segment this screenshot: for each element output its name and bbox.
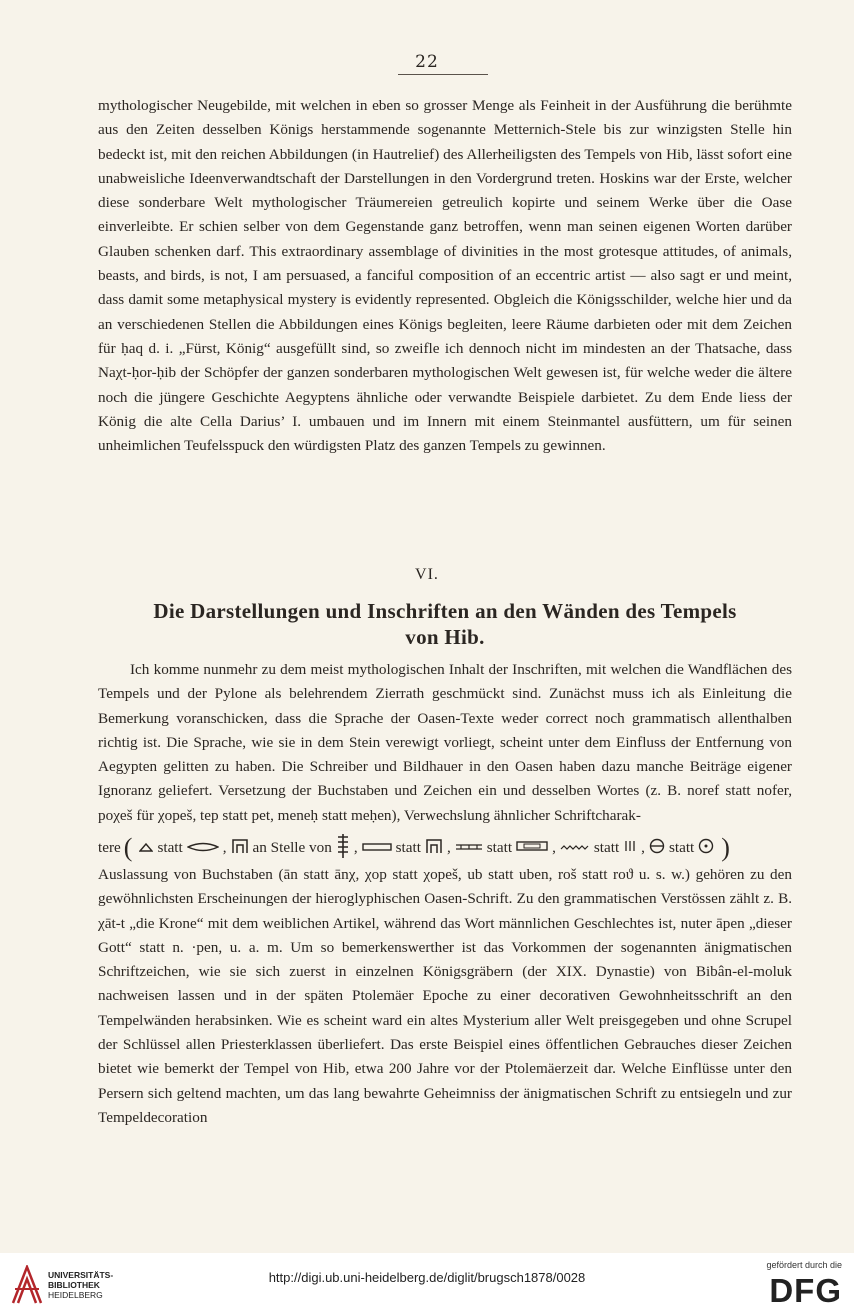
paragraph-1: mythologischer Neugebilde, mit welchen in eben so grosser Menge als Feinheit in der Ausführung die berühmte aus den Zeiten desselben Königs herstammende sogenannte Metternich-Stele bis zur winzigsten Stelle hin bedeckt ist, mit den reichen Abbildungen (in Hautrelief) des Allerheiligsten des Tempels von Hib, lässt sofort eine unabweisliche Ideenverwandtschaft der Darstellungen in den Vordergrund treten. Hoskins war der Erste, welcher diese sonderbare Welt mythologischer Träumereien getreulich kopirte und seinem Werke über die Oase einverleibte. Er schien selber von dem Gegenstande ganz betroffen, wenn man seinen eigenen Worten darüber Glauben schenken darf. This extraordinary assemblage of divinities in the most grotesque attitudes, of animals, beasts, and birds, is not, I am persuased, a fanciful composition of an eccentric artist — also sagt er und meint, dass damit some metaphysical mystery is evidently represented. Obgleich die Königsschilder, welche hier und da an verschiedenen Stellen die Abbildungen eines Königs begleiten, leere Räume darbieten oder mit dem Zeichen für ḥaq d. i. „Fürst, König“ ausgefüllt sind, so zweifle ich dennoch nicht im mindesten an der Thatsache, dass Naχt-ḥor-ḥib der Schöpfer der ganzen sonderbaren mythologischen Welt gewesen ist, für welche weder die ältere noch die jüngere Geschichte Aegyptens ähnliche oder verwandte Beispiele darbietet. Zu dem Ende liess der König die alte Cella Darius’ I. umbauen und im Innern mit einem Steinmantel ausfüttern, um für seinen unheimlichen Teufelsspuck den würdigsten Platz des ganzen Tempels zu gewinnen. <box>98 97 792 455</box>
hieroglyph-house-icon-2 <box>425 838 443 859</box>
hieroglyph-bread-icon <box>139 839 153 857</box>
hieroglyph-door-bolt-icon <box>516 839 548 857</box>
hieroglyph-mouth-icon <box>187 839 219 857</box>
glyph-sep-4: , <box>552 839 556 856</box>
hieroglyph-sledge-icon <box>455 839 483 857</box>
glyph-sep-5: , <box>641 839 645 856</box>
source-url-link[interactable]: http://digi.ub.uni-heidelberg.de/diglit/brugsch1878/0028 <box>268 1270 586 1285</box>
hieroglyph-strokes-icon <box>623 839 637 857</box>
funded-by-label: gefördert durch die <box>766 1260 842 1270</box>
section-number: VI. <box>415 566 439 583</box>
hieroglyph-column-icon <box>336 833 350 864</box>
glyph-statt-3: statt <box>486 839 513 856</box>
section-title-line-2: von Hib. <box>405 625 485 649</box>
glyph-line-lead: tere <box>98 839 121 856</box>
hieroglyph-house-icon <box>231 838 249 859</box>
hieroglyph-placenta-icon <box>649 838 665 859</box>
page-number: 22 <box>415 52 439 72</box>
dfg-logo: DFG <box>769 1272 842 1309</box>
glyph-sep-3: , <box>446 839 451 856</box>
hieroglyph-sun-icon <box>698 838 714 859</box>
text-block-bottom <box>98 863 792 1130</box>
text-block-top <box>98 94 792 458</box>
glyph-an-stelle: an Stelle von <box>252 839 332 856</box>
glyph-statt-4: statt <box>593 839 620 856</box>
close-paren-glyph: ) <box>721 833 730 862</box>
glyph-sep-1: , <box>222 839 227 856</box>
section-title <box>98 598 792 650</box>
section-title-line-1: Die Darstellungen und Inschriften an den Wänden des Tempels <box>153 599 737 623</box>
hieroglyph-example-line <box>98 833 792 863</box>
paragraph-2: Ich komme nunmehr zu dem meist mythologischen Inhalt der Inschriften, mit welchen die Wandflächen des Tempels und der Pylone als belehrendem Zierrath geschmückt sind. Zunächst muss ich als Einleitung die Bemerkung voranschicken, dass die Sprache der Oasen-Texte weder correct noch grammatisch allenthalben richtig ist. Die Sprache, wie sie in dem Stein verewigt vorliegt, scheint unter dem Einfluss der Entfernung von Aegypten gelitten zu haben. Die Schreiber und Bildhauer in den Oasen haben dazu manche Beiträge eigener Ignoranz geliefert. Versetzung der Buchstaben und Zeichen ein und desselben Wortes (z. B. noref statt nofer, poχeš für χopeš, tep statt pet, meneḥ statt meḥen), Verwechslung ähnlicher Schriftcharak- <box>98 661 792 824</box>
library-line-2: BIBLIOTHEK <box>48 1280 100 1290</box>
text-block-middle <box>98 658 792 828</box>
page-number-rule <box>398 74 488 75</box>
hieroglyph-pool-icon <box>362 839 392 857</box>
glyph-statt-5: statt <box>668 839 695 856</box>
glyph-statt-1: statt <box>157 839 183 856</box>
hieroglyph-water-icon <box>560 839 590 857</box>
open-paren-glyph: ( <box>123 833 133 862</box>
library-line-3: HEIDELBERG <box>48 1290 103 1300</box>
paragraph-3: Auslassung von Buchstaben (ān statt ānχ, χop statt χopeš, ub statt uben, roš statt roϑ u. s. w.) gehören zu den gewöhnlichsten Erscheinungen der hieroglyphischen Oasen-Schrift. Zu den grammatischen Verstössen zählt z. B. χāt-t „die Krone“ mit dem weiblichen Artikel, während das Wort männlichen Geschlechtes ist, nuter āpen „dieser Gott“ statt n. ·pen, u. a. m. Um so bemerkenswerther ist das Vorkommen der sogenannten änigmatischen Schriftzeichen, wie sie sich zuerst in einzelnen Königsgräbern (der XIX. Dynastie) von Bibân-el-moluk nachweisen lassen und in der späten Ptolemäer Epoche zu einer decorativen Gewohnheitsschrift an den Tempelwänden herabsinken. Wie es scheint ward ein altes Mysterium aller Welt preisgegeben und ohne Scrupel der Schlüssel allen Priesterklassen überliefert. Das erste Beispiel eines öffentlichen Gebrauches dieser Zeichen bietet wie bemerkt der Tempel von Hib, etwa 200 Jahre vor der Ptolemäerzeit dar. Welche Einflüsse unter den Persern sich geltend machten, um das lang bewahrte Geheimniss der änigmatischen Schrift zu entsiegeln und zur Tempeldecoration <box>98 866 792 1126</box>
glyph-statt-2: statt <box>395 839 421 856</box>
glyph-sep-2: , <box>353 839 358 856</box>
library-line-1: UNIVERSITÄTS- <box>48 1270 114 1280</box>
